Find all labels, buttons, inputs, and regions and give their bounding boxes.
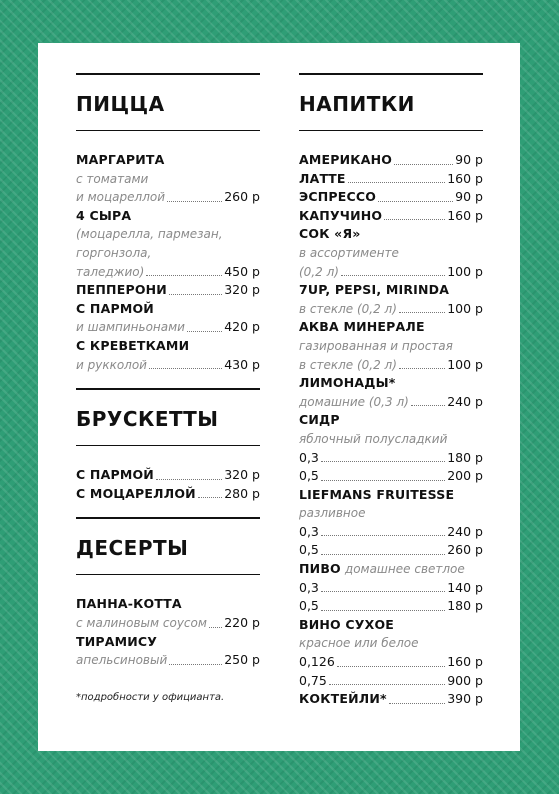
menu-row [299,300,483,319]
menu-row [76,595,260,614]
menu-row [299,541,483,560]
section-title-drinks: НАПИТКИ [299,92,415,116]
item-price: 100 р [447,356,483,372]
menu-row [76,225,260,244]
item-name: ЛАТТЕ [299,170,346,186]
dot-leader [337,665,445,667]
section-divider [76,130,260,131]
menu-row [299,337,483,356]
menu-row [299,616,483,635]
dot-leader [156,478,222,480]
item-description: в ассортименте [299,245,399,260]
item-description: и рукколой [76,357,147,372]
menu-row [299,188,483,207]
item-description: домашние (0,3 л) [299,394,409,409]
dot-leader [149,367,222,369]
menu-row [299,374,483,393]
section-divider [299,130,483,131]
dot-leader [394,163,453,165]
dot-leader [411,404,445,406]
dot-leader [378,200,453,202]
dot-leader [169,663,222,665]
dot-leader [198,496,222,498]
section-divider [299,73,483,75]
menu-row [76,614,260,633]
section-divider [76,73,260,75]
item-price: 160 р [447,207,483,223]
item-price: 90 р [455,152,483,167]
section-title-pizza: ПИЦЦА [76,92,165,116]
menu-row [299,356,483,375]
dot-leader [321,590,445,592]
item-name: 4 СЫРА [76,207,132,223]
left-column [76,73,260,703]
dot-leader [169,293,222,295]
item-name: ВИНО СУХОЕ [299,616,395,632]
menu-row [76,170,260,189]
item-price: 240 р [447,393,483,409]
menu-row [76,318,260,337]
menu-card [38,43,520,751]
item-name: LIEFMANS FRUITESSE [299,486,455,502]
dot-leader [187,330,222,332]
menu-row [299,690,483,709]
menu-row [299,263,483,282]
item-price: 200 р [447,468,483,484]
menu-row [76,466,260,485]
item-description: и шампиньонами [76,320,185,335]
menu-row [299,653,483,672]
drinks-list [299,151,483,709]
menu-row [299,467,483,486]
section-title-desserts: ДЕСЕРТЫ [76,536,189,561]
item-name: ЛИМОНАДЫ* [299,375,396,391]
section-divider [76,574,260,575]
item-volume: 0,3 [299,523,319,539]
menu-row [76,207,260,226]
item-description: домашнее светлое [344,562,465,577]
menu-row [299,225,483,244]
item-description: таледжио) [76,264,145,279]
menu-row [76,188,260,207]
item-name: ПИВО [299,561,341,577]
item-price: 90 р [455,189,483,205]
item-name: СОК «Я» [299,226,361,242]
item-description: с томатами [76,171,149,186]
item-price: 420 р [224,319,260,335]
dot-leader [399,367,445,369]
menu-row [299,430,483,449]
item-description: разливное [299,506,366,521]
menu-row [76,300,260,319]
menu-row [299,244,483,263]
item-price: 250 р [224,652,260,668]
item-price: 900 р [447,672,483,688]
item-description: газированная и простая [299,338,453,353]
item-name: 7UP, PEPSI, MIRINDA [299,282,450,298]
dot-leader [321,479,445,481]
section-divider [76,445,260,446]
item-price: 100 р [447,300,483,316]
section-divider [76,517,260,519]
item-volume: 0,3 [299,579,319,595]
dot-leader [389,702,445,704]
item-price: 280 р [224,485,260,501]
item-name: ПЕППЕРОНИ [76,282,167,298]
menu-row [299,170,483,189]
dot-leader [321,609,445,611]
menu-row [299,579,483,598]
item-name: КАПУЧИНО [299,207,383,223]
item-name: ПАННА-КОТТА [76,596,182,612]
item-name: С ПАРМОЙ [76,467,154,483]
menu-row [299,151,483,170]
item-price: 160 р [447,654,483,670]
menu-row [299,486,483,505]
desserts-list [76,595,260,669]
item-volume: 0,126 [299,654,335,670]
item-description: апельсиновый [76,653,168,668]
item-volume: 0,3 [299,449,319,465]
section-title-bruschetta: БРУСКЕТТЫ [76,407,219,432]
item-price: 450 р [224,263,260,279]
menu-row [299,281,483,300]
footnote: *подробности у официанта. [76,691,225,703]
item-name: ЭСПРЕССО [299,189,377,205]
item-description: в стекле (0,2 л) [299,301,397,316]
menu-row [76,244,260,263]
item-price: 180 р [447,449,483,465]
pizza-list [76,151,260,374]
item-volume: 0,5 [299,468,319,484]
item-name: С КРЕВЕТКАМИ [76,337,190,353]
menu-row [299,411,483,430]
menu-row [299,597,483,616]
dot-leader [329,683,445,685]
menu-row [76,281,260,300]
item-price: 430 р [224,356,260,372]
item-name: С МОЦАРЕЛЛОЙ [76,485,196,501]
item-name: АКВА МИНЕРАЛЕ [299,319,425,335]
menu-row [299,504,483,523]
item-price: 180 р [447,598,483,614]
item-price: 160 р [447,170,483,186]
right-column [299,73,483,709]
item-volume: 0,5 [299,542,319,558]
item-price: 320 р [224,282,260,298]
item-name: С ПАРМОЙ [76,300,154,316]
item-description: (моцарелла, пармезан, [76,227,223,242]
section-divider [76,388,260,390]
menu-row [299,449,483,468]
dot-leader [209,626,222,628]
menu-row [299,207,483,226]
item-volume: 0,75 [299,672,327,688]
item-price: 260 р [447,542,483,558]
menu-row [299,560,483,579]
dot-leader [146,274,222,276]
item-description: и моцареллой [76,190,166,205]
menu-row [299,393,483,412]
item-description: с малиновым соусом [76,615,207,630]
item-description: в стекле (0,2 л) [299,357,397,372]
item-price: 220 р [224,614,260,630]
menu-row [76,337,260,356]
dot-leader [321,553,445,555]
dot-leader [167,200,222,202]
item-price: 260 р [224,189,260,205]
item-name: КОКТЕЙЛИ* [299,691,387,707]
dot-leader [321,460,445,462]
item-price: 320 р [224,467,260,483]
menu-row [299,318,483,337]
dot-leader [321,534,445,536]
item-description: красное или белое [299,636,419,651]
item-description: яблочный полусладкий [299,431,448,446]
menu-row [76,651,260,670]
item-name: АМЕРИКАНО [299,152,393,167]
menu-row [76,485,260,504]
dot-leader [341,274,445,276]
item-volume: 0,5 [299,598,319,614]
item-price: 390 р [447,691,483,707]
menu-row [76,263,260,282]
menu-row [76,356,260,375]
menu-row [299,634,483,653]
item-price: 240 р [447,523,483,539]
item-price: 140 р [447,579,483,595]
dot-leader [348,181,446,183]
dot-leader [399,311,445,313]
menu-row [76,151,260,170]
item-price: 100 р [447,263,483,279]
item-name: СИДР [299,412,340,428]
dot-leader [384,218,445,220]
menu-row [299,672,483,691]
menu-row [299,523,483,542]
bruschetta-list [76,466,260,503]
item-name: МАРГАРИТА [76,152,165,167]
item-description: (0,2 л) [299,264,339,279]
menu-row [76,633,260,652]
item-description: горгонзола, [76,245,152,260]
item-name: ТИРАМИСУ [76,633,158,649]
